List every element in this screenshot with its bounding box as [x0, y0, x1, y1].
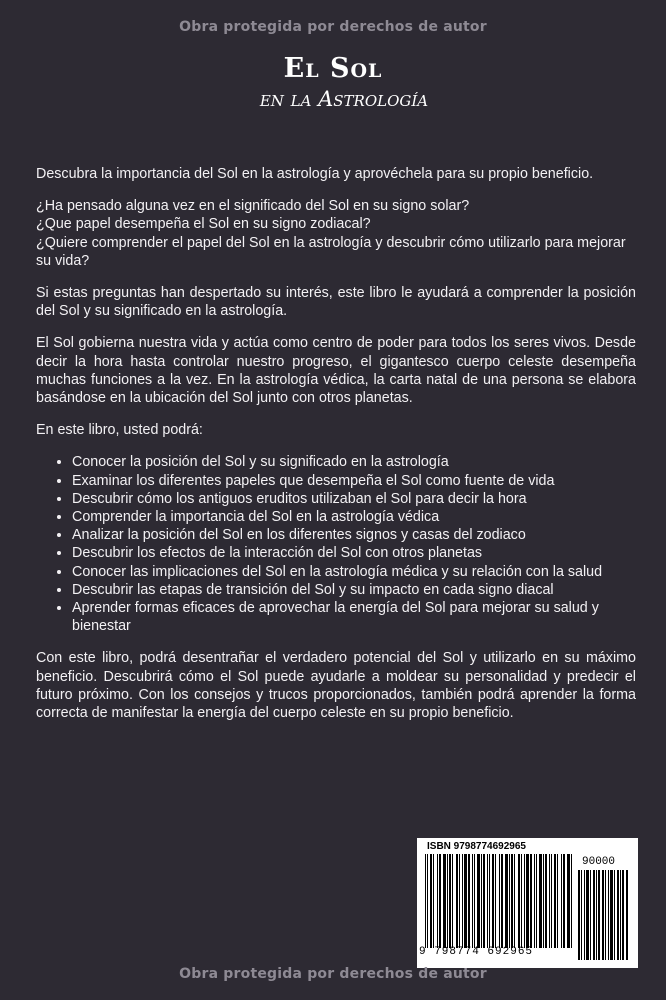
closing-paragraph: Con este libro, podrá desentrañar el verdadero potencial del Sol y utilizarlo en su máximo beneficio. Descubrirá cómo el Sol puede ayudarle a moldear su personalidad y predecir el futuro próximo. Con los consejos y trucos proporcionados, también podrá aprender la forma correcta de manifestar la energía del cuerpo celeste en su propio beneficio.	[36, 650, 636, 722]
barcode-addon-bars	[578, 870, 630, 960]
list-intro: En este libro, usted podrá:	[36, 422, 203, 439]
price-code: 90000	[582, 856, 616, 868]
question-3: ¿Quiere comprender el papel del Sol en la astrología y descubrir cómo utilizarlo para mejorar su vida?	[36, 234, 626, 269]
benefits-list	[36, 453, 636, 635]
title-main: El Sol	[283, 53, 383, 84]
barcode-digits: 9 798774 692965	[419, 946, 534, 958]
sun-paragraph: El Sol gobierna nuestra vida y actúa como centro de poder para todos los seres vivos. Desde decir la hora hasta controlar nuestro progreso, el gigantesco cuerpo celeste desempeña muchas funciones a la vez. En la astrología védica, la carta natal de una persona se elabora basándose en la ubicación del Sol junto con otros planetas.	[36, 335, 636, 407]
copyright-watermark-top: Obra protegida por derechos de autor	[179, 19, 487, 35]
list-item: • Examinar los diferentes papeles que desempeña el Sol como fuente de vida	[72, 472, 636, 490]
book-title	[0, 52, 666, 112]
question-2: ¿Que papel desempeña el Sol en su signo zodiacal?	[36, 216, 371, 233]
intro-paragraph: Descubra la importancia del Sol en la astrología y aprovéchela para su propio beneficio.	[36, 166, 594, 182]
question-1: ¿Ha pensado alguna vez en el significado del Sol en su signo solar?	[36, 198, 470, 215]
barcode-bars	[425, 854, 575, 948]
list-item: • Descubrir las etapas de transición del Sol y su impacto en cada signo diacal	[72, 581, 636, 599]
isbn-label: ISBN 9798774692965	[427, 841, 526, 852]
questions-paragraph	[36, 197, 636, 270]
isbn-barcode	[417, 838, 638, 968]
list-item: • Conocer la posición del Sol y su significado en la astrología	[72, 453, 636, 471]
list-item: • Analizar la posición del Sol en los diferentes signos y casas del zodiaco	[72, 526, 636, 544]
list-item: • Comprender la importancia del Sol en la astrología védica	[72, 508, 636, 526]
title-subtitle: en la Astrología	[259, 87, 429, 111]
list-item: • Aprender formas eficaces de aprovechar la energía del Sol para mejorar su salud y bienestar	[72, 599, 636, 635]
list-item: • Descubrir los efectos de la interacción del Sol con otros planetas	[72, 544, 636, 562]
list-item: • Descubrir cómo los antiguos eruditos utilizaban el Sol para decir la hora	[72, 490, 636, 508]
back-cover-text	[36, 165, 636, 736]
copyright-watermark-bottom: Obra protegida por derechos de autor	[179, 966, 487, 982]
interest-paragraph: Si estas preguntas han despertado su interés, este libro le ayudará a comprender la posición del Sol y su significado en la astrología.	[36, 285, 636, 320]
list-item: • Conocer las implicaciones del Sol en la astrología médica y su relación con la salud	[72, 563, 636, 581]
